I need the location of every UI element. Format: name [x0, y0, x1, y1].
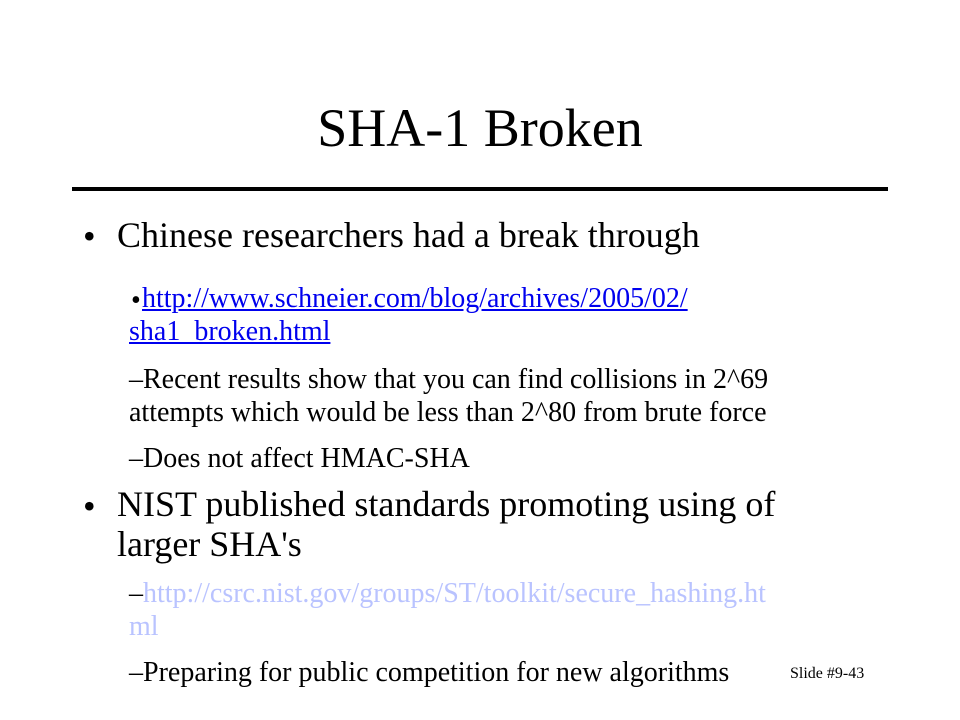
nist-link-line1[interactable]	[129, 577, 869, 610]
nist-link-continued[interactable]: ml	[129, 611, 159, 642]
schneier-link[interactable]: http://www.schneier.com/blog/archives/2005/02/	[142, 283, 688, 314]
sub-bullet-marker: •	[131, 285, 141, 316]
bullet-marker-2: •	[83, 486, 96, 526]
nist-link-line2[interactable]	[129, 610, 869, 643]
slide-title: SHA-1 Broken	[317, 98, 643, 158]
sub-point-competition: –Preparing for public competition for new algorithms	[129, 657, 730, 688]
schneier-link-line1[interactable]	[142, 282, 882, 315]
slide-number: Slide #9-43	[790, 665, 865, 682]
bullet-marker-1: •	[83, 216, 96, 256]
bullet-text-1: Chinese researchers had a break through	[117, 215, 700, 255]
schneier-link-line2[interactable]	[129, 315, 869, 348]
bullet-text-2: NIST published standards promoting using of larger SHA's	[117, 484, 776, 564]
nist-link[interactable]: http://csrc.nist.gov/groups/ST/toolkit/secure_hashing.ht	[143, 578, 766, 609]
schneier-link-continued[interactable]: sha1_broken.html	[129, 316, 331, 347]
title-divider	[72, 187, 888, 191]
sub-point-collisions: –Recent results show that you can find collisions in 2^69 attempts which would be less than 2^80 from brute force	[129, 364, 769, 428]
dash-marker: –	[129, 578, 143, 609]
sub-point-hmac: –Does not affect HMAC-SHA	[129, 443, 470, 474]
